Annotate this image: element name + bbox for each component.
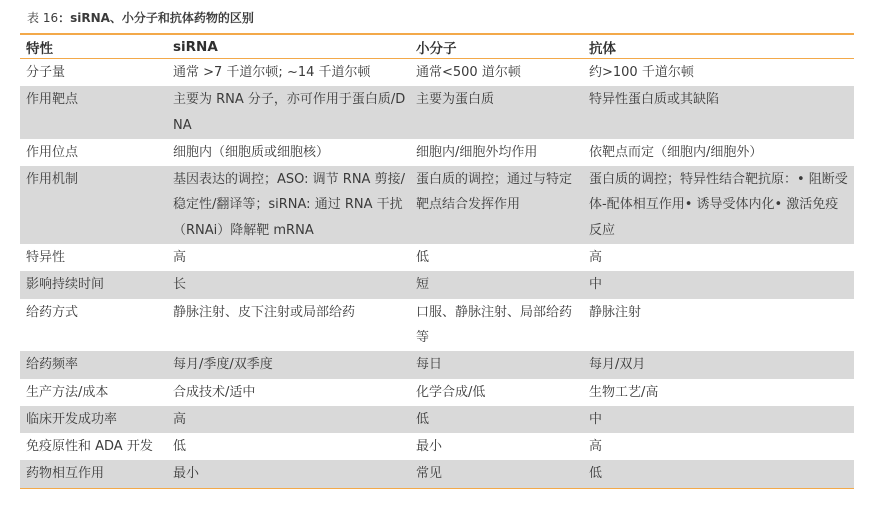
table-row xyxy=(20,379,854,406)
table-caption-number: 表 16 xyxy=(27,11,59,25)
cell-small-molecule: 低 xyxy=(410,406,583,433)
table-row xyxy=(20,351,854,378)
cell-small-molecule: 常见 xyxy=(410,460,583,488)
table-row xyxy=(20,244,854,271)
row-label: 免疫原性和 ADA 开发 xyxy=(26,439,153,455)
cell-sirna: 主要为 RNA 分子，亦可作用于蛋白质/DNA xyxy=(167,86,410,139)
cell-sirna: 细胞内（细胞质或细胞核） xyxy=(173,144,330,160)
cell-small-molecule: 口服、静脉注射、局部给药等 xyxy=(416,304,573,345)
table-header-row xyxy=(20,34,854,59)
table-row xyxy=(20,59,854,87)
cell-antibody: 静脉注射 xyxy=(589,304,642,320)
cell-sirna: 最小 xyxy=(167,460,410,488)
row-label: 作用机制 xyxy=(20,166,167,244)
table-row xyxy=(20,86,854,139)
comparison-table xyxy=(20,33,854,489)
row-label: 作用靶点 xyxy=(20,86,167,139)
cell-sirna: 低 xyxy=(173,439,187,455)
row-label: 临床开发成功率 xyxy=(20,406,167,433)
cell-sirna: 静脉注射、皮下注射或局部给药 xyxy=(173,304,356,320)
row-label: 生产方法/成本 xyxy=(26,384,109,400)
row-label: 给药方式 xyxy=(26,304,79,320)
table-row xyxy=(20,460,854,488)
cell-antibody: 蛋白质的调控；特异性结合靶抗原：• 阻断受体-配体相互作用• 诱导受体内化• 激活免疫反应 xyxy=(583,166,854,244)
cell-antibody: 每月/双月 xyxy=(583,351,854,378)
cell-antibody: 特异性蛋白质或其缺陷 xyxy=(583,86,854,139)
cell-small-molecule: 通常<500 道尔顿 xyxy=(416,65,521,80)
table-caption xyxy=(27,9,254,26)
cell-antibody: 生物工艺/高 xyxy=(589,384,659,400)
cell-antibody: 高 xyxy=(589,250,603,266)
header-antibody: 抗体 xyxy=(583,34,854,59)
cell-small-molecule: 细胞内/细胞外均作用 xyxy=(416,144,538,160)
cell-small-molecule: 低 xyxy=(416,250,430,266)
cell-antibody: 中 xyxy=(583,271,854,298)
row-label: 影响持续时间 xyxy=(20,271,167,298)
table-row xyxy=(20,139,854,166)
cell-sirna: 高 xyxy=(173,250,187,266)
row-label: 分子量 xyxy=(26,65,66,80)
cell-sirna: 合成技术/适中 xyxy=(173,384,256,400)
cell-small-molecule: 最小 xyxy=(416,439,443,455)
table-row xyxy=(20,166,854,244)
cell-small-molecule: 短 xyxy=(410,271,583,298)
table-row xyxy=(20,433,854,460)
cell-sirna: 每月/季度/双季度 xyxy=(167,351,410,378)
cell-sirna: 长 xyxy=(167,271,410,298)
cell-antibody: 中 xyxy=(583,406,854,433)
row-label: 特异性 xyxy=(26,250,66,266)
cell-antibody: 低 xyxy=(583,460,854,488)
cell-small-molecule: 蛋白质的调控；通过与特定靶点结合发挥作用 xyxy=(410,166,583,244)
cell-sirna: 高 xyxy=(167,406,410,433)
row-label: 作用位点 xyxy=(26,144,79,160)
row-label: 药物相互作用 xyxy=(20,460,167,488)
cell-small-molecule: 每日 xyxy=(410,351,583,378)
header-small-molecule: 小分子 xyxy=(410,34,583,59)
header-property: 特性 xyxy=(20,34,167,59)
table-row xyxy=(20,299,854,352)
table-row xyxy=(20,271,854,298)
cell-sirna: 通常 >7 千道尔顿; ~14 千道尔顿 xyxy=(173,65,371,80)
cell-antibody: 高 xyxy=(589,439,603,455)
table-row xyxy=(20,406,854,433)
cell-small-molecule: 主要为蛋白质 xyxy=(410,86,583,139)
cell-antibody: 依靶点而定（细胞内/细胞外） xyxy=(589,144,763,160)
cell-antibody: 约>100 千道尔顿 xyxy=(589,65,694,80)
row-label: 给药频率 xyxy=(20,351,167,378)
header-sirna: siRNA xyxy=(167,34,410,59)
cell-sirna: 基因表达的调控；ASO: 调节 RNA 剪接/稳定性/翻译等；siRNA: 通过 RNA 干扰（RNAi）降解靶 mRNA xyxy=(167,166,410,244)
table-caption-title: ：siRNA、小分子和抗体药物的区别 xyxy=(58,11,254,25)
cell-small-molecule: 化学合成/低 xyxy=(416,384,486,400)
